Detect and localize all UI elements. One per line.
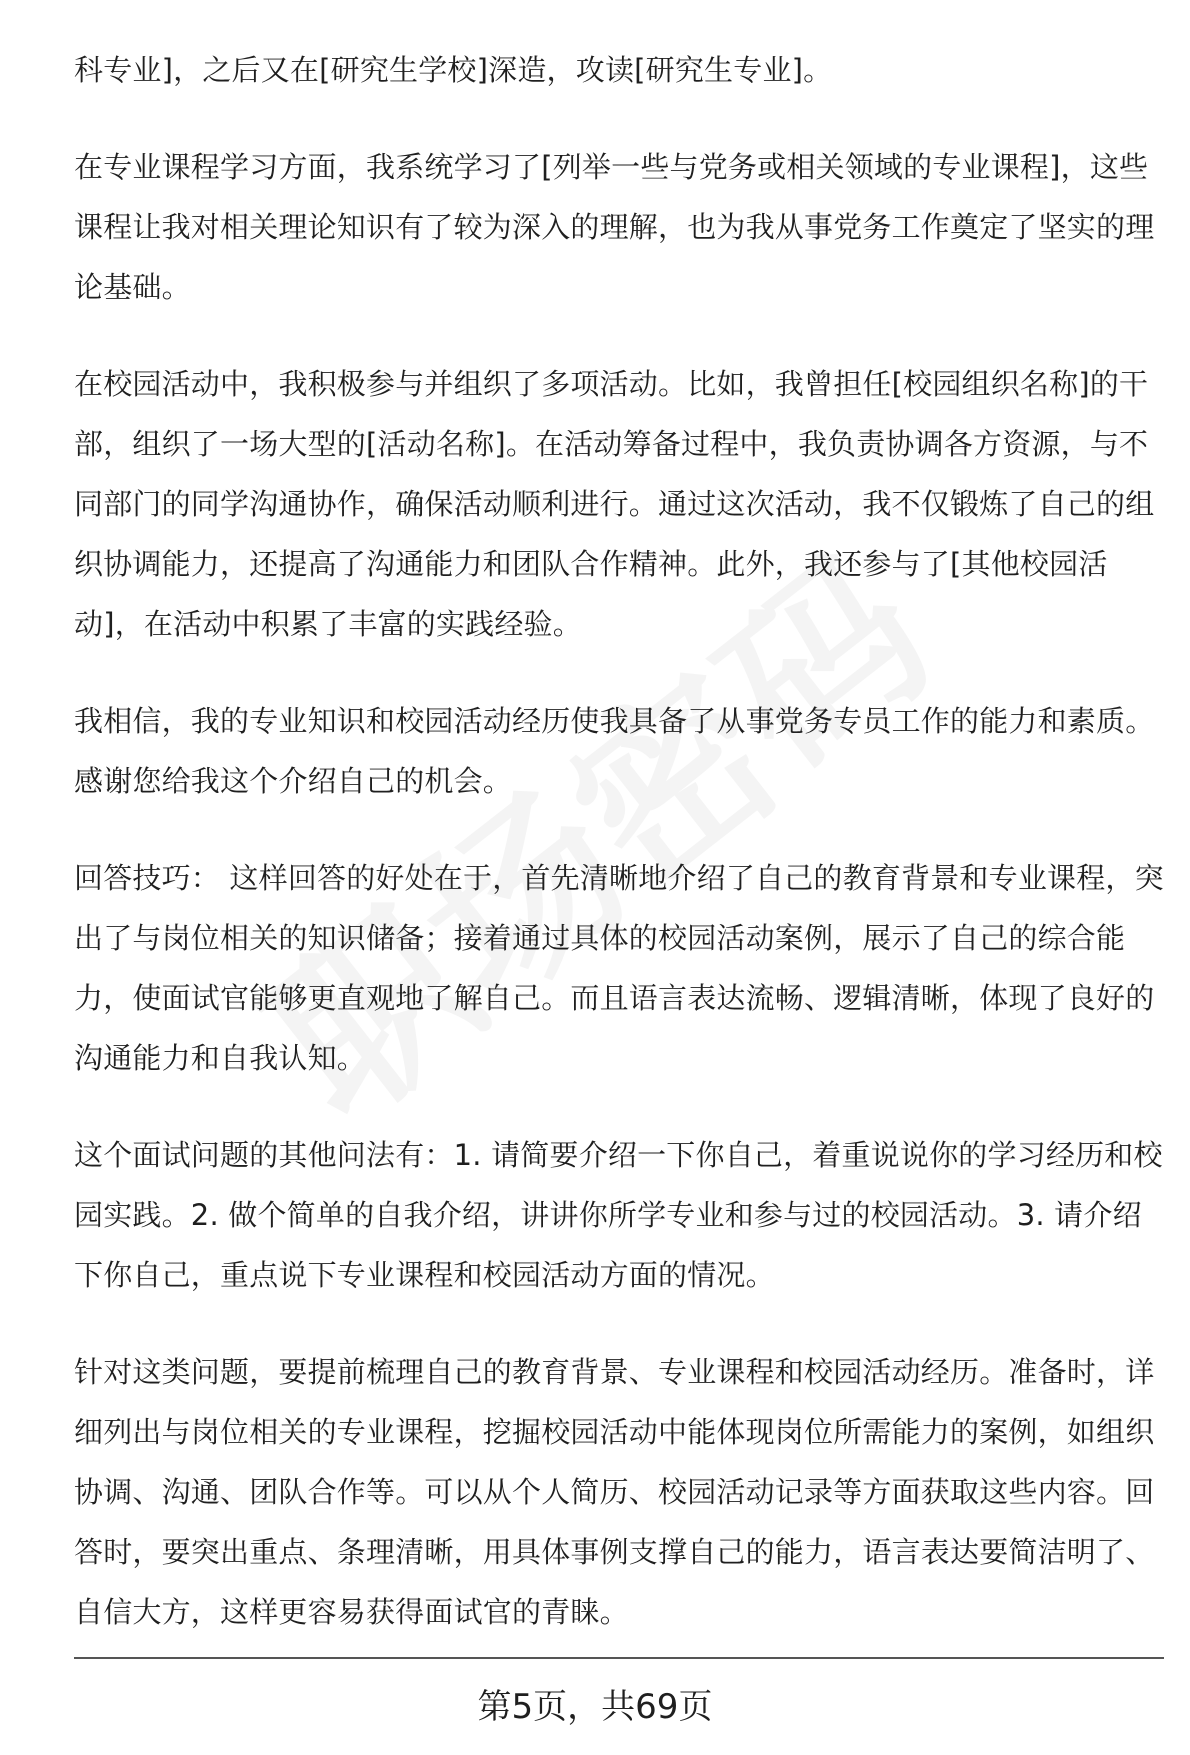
paragraph-7: 针对这类问题，要提前梳理自己的教育背景、专业课程和校园活动经历。准备时，详细列出与岗位相关的专业课程，挖掘校园活动中能体现岗位所需能力的案例，如组织协调、沟通、团队合作等。可以从个人简历、校园活动记录等方面获取这些内容。回答时，要突出重点、条理清晰，用具体事例支撑自己的能力，语言表达要简洁明了、自信大方，这样更容易获得面试官的青睐。	[74, 1355, 1155, 1629]
paragraph-3: 在校园活动中，我积极参与并组织了多项活动。比如，我曾担任[校园组织名称]的干部，组织了一场大型的[活动名称]。在活动筹备过程中，我负责协调各方资源，与不同部门的同学沟通协作，确保活动顺利进行。通过这次活动，我不仅锻炼了自己的组织协调能力，还提高了沟通能力和团队合作精神。此外，我还参与了[其他校园活动]，在活动中积累了丰富的实践经验。	[74, 367, 1155, 641]
paragraph-1: 科专业]，之后又在[研究生学校]深造，攻读[研究生专业]。	[74, 53, 833, 87]
paragraph-2: 在专业课程学习方面，我系统学习了[列举一些与党务或相关领域的专业课程]，这些课程让我对相关理论知识有了较为深入的理解，也为我从事党务工作奠定了坚实的理论基础。	[74, 150, 1155, 304]
paragraph-4: 我相信，我的专业知识和校园活动经历使我具备了从事党务专员工作的能力和素质。感谢您给我这个介绍自己的机会。	[74, 704, 1155, 798]
page-number: 第5页，共69页	[477, 1687, 713, 1727]
document-body	[74, 40, 1164, 1679]
footer-divider	[74, 1657, 1164, 1659]
paragraph-6: 这个面试问题的其他问法有：1. 请简要介绍一下你自己，着重说说你的学习经历和校园实践。2. 做个简单的自我介绍，讲讲你所学专业和参与过的校园活动。3. 请介绍下你自己，重点说下专业课程和校园活动方面的情况。	[74, 1138, 1163, 1292]
paragraph-5: 回答技巧： 这样回答的好处在于，首先清晰地介绍了自己的教育背景和专业课程，突出了与岗位相关的知识储备；接着通过具体的校园活动案例，展示了自己的综合能力，使面试官能够更直观地了解自己。而且语言表达流畅、逻辑清晰，体现了良好的沟通能力和自我认知。	[74, 861, 1164, 1075]
